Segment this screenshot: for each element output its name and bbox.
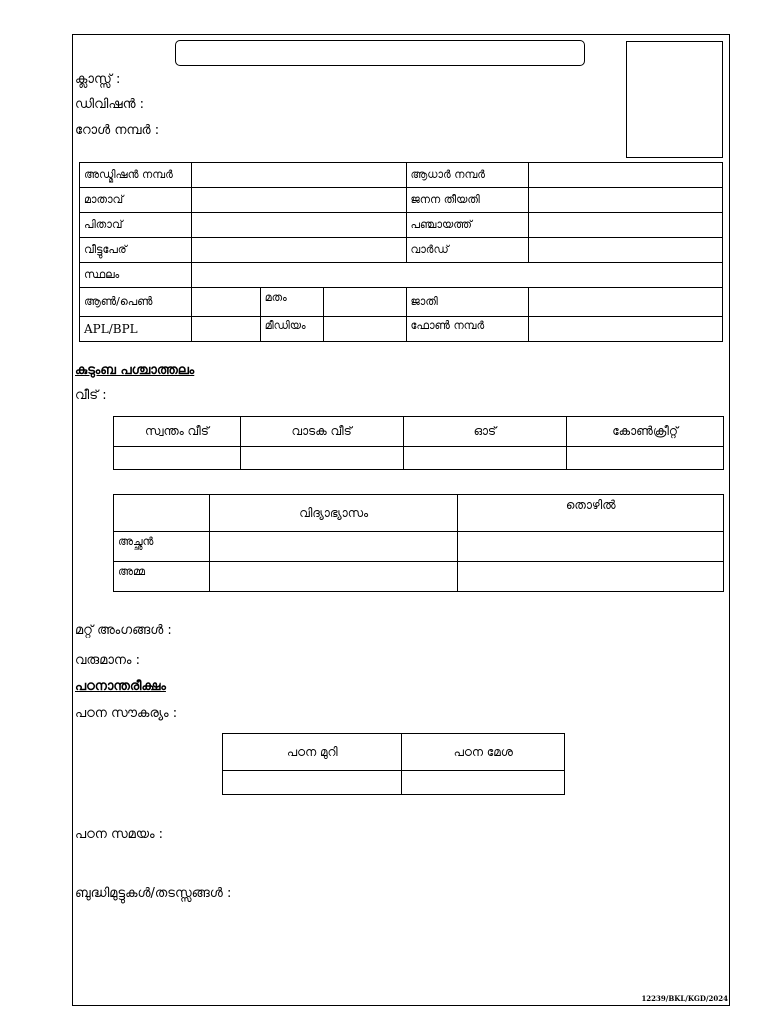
panchayat-label: പഞ്ചായത്ത് <box>406 213 529 238</box>
caste-label: ജാതി <box>406 288 529 317</box>
table-row <box>80 288 723 317</box>
table-row <box>114 447 724 470</box>
mother-education-field[interactable] <box>209 562 458 592</box>
table-row <box>114 495 724 532</box>
rented-house-header: വാടക വീട് <box>240 417 403 447</box>
table-row <box>114 417 724 447</box>
parents-table <box>113 494 724 592</box>
phone-label: ഫോൺ നമ്പർ <box>406 317 529 342</box>
religion-label: മതം <box>260 288 323 317</box>
mother-occupation-field[interactable] <box>458 562 724 592</box>
table-row <box>114 562 724 592</box>
own-house-field[interactable] <box>114 447 241 470</box>
religion-field[interactable] <box>323 288 406 317</box>
other-members-label: മറ്റ് അംഗങ്ങൾ : <box>75 623 172 638</box>
study-environment-heading: പഠനാന്തരീക്ഷം <box>75 679 166 694</box>
concrete-field[interactable] <box>567 447 724 470</box>
study-room-field[interactable] <box>223 771 402 795</box>
caste-field[interactable] <box>529 288 723 317</box>
house-name-field[interactable] <box>191 238 406 263</box>
admission-no-field[interactable] <box>191 163 406 188</box>
family-background-heading: കുടുംബ പശ്ചാത്തലം <box>75 363 195 378</box>
table-row <box>80 263 723 288</box>
photo-box[interactable] <box>626 41 723 158</box>
panchayat-field[interactable] <box>529 213 723 238</box>
father-occupation-field[interactable] <box>458 532 724 562</box>
table-row <box>80 213 723 238</box>
division-label: ഡിവിഷൻ : <box>75 97 145 112</box>
table-row <box>80 188 723 213</box>
mother-row-label: അമ്മ <box>114 562 210 592</box>
mother-field[interactable] <box>191 188 406 213</box>
table-row <box>80 317 723 342</box>
study-facility-label: പഠന സൗകര്യം : <box>75 706 178 721</box>
father-row-label: അച്ഛൻ <box>114 532 210 562</box>
table-row <box>223 734 565 771</box>
table-row <box>80 163 723 188</box>
empty-corner-cell <box>114 495 210 532</box>
rented-house-field[interactable] <box>240 447 403 470</box>
dob-field[interactable] <box>529 188 723 213</box>
study-table-field[interactable] <box>402 771 565 795</box>
income-label: വരുമാനം : <box>75 653 140 668</box>
title-box[interactable] <box>175 40 585 66</box>
tiled-roof-header: ഓട് <box>403 417 567 447</box>
dob-label: ജനന തീയതി <box>406 188 529 213</box>
roll-number-label: റോൾ നമ്പർ : <box>75 123 160 138</box>
phone-field[interactable] <box>529 317 723 342</box>
study-room-header: പഠന മുറി <box>223 734 402 771</box>
footer-code: 12239/BKL/KGD/2024 <box>641 994 728 1003</box>
aadhaar-no-field[interactable] <box>529 163 723 188</box>
father-label: പിതാവ് <box>80 213 192 238</box>
education-header: വിദ്യാഭ്യാസം <box>209 495 458 532</box>
father-education-field[interactable] <box>209 532 458 562</box>
concrete-header: കോൺക്രീറ്റ് <box>567 417 724 447</box>
study-facility-table <box>222 733 565 795</box>
place-field[interactable] <box>191 263 722 288</box>
father-field[interactable] <box>191 213 406 238</box>
admission-no-label: അഡ്മിഷൻ നമ്പർ <box>80 163 192 188</box>
gender-field[interactable] <box>191 288 260 317</box>
ward-field[interactable] <box>529 238 723 263</box>
medium-field[interactable] <box>323 317 406 342</box>
own-house-header: സ്വന്തം വീട് <box>114 417 241 447</box>
table-row <box>223 771 565 795</box>
class-label: ക്ലാസ്സ് : <box>75 72 121 87</box>
student-details-table <box>79 162 723 342</box>
house-type-table <box>113 416 724 470</box>
apl-bpl-label: APL/BPL <box>80 317 192 342</box>
gender-label: ആൺ/പെൺ <box>80 288 192 317</box>
medium-label: മീഡിയം <box>260 317 323 342</box>
apl-bpl-field[interactable] <box>191 317 260 342</box>
tiled-roof-field[interactable] <box>403 447 567 470</box>
table-row <box>80 238 723 263</box>
difficulties-label: ബുദ്ധിമുട്ടുകൾ/തടസ്സങ്ങൾ : <box>75 886 232 901</box>
study-time-label: പഠന സമയം : <box>75 827 164 842</box>
mother-label: മാതാവ് <box>80 188 192 213</box>
ward-label: വാർഡ് <box>406 238 529 263</box>
study-table-header: പഠന മേശ <box>402 734 565 771</box>
occupation-header: തൊഴിൽ <box>458 495 724 532</box>
table-row <box>114 532 724 562</box>
aadhaar-no-label: ആധാർ നമ്പർ <box>406 163 529 188</box>
place-label: സ്ഥലം <box>80 263 192 288</box>
house-label: വീട് : <box>75 388 107 403</box>
house-name-label: വീട്ടുപേര് <box>80 238 192 263</box>
